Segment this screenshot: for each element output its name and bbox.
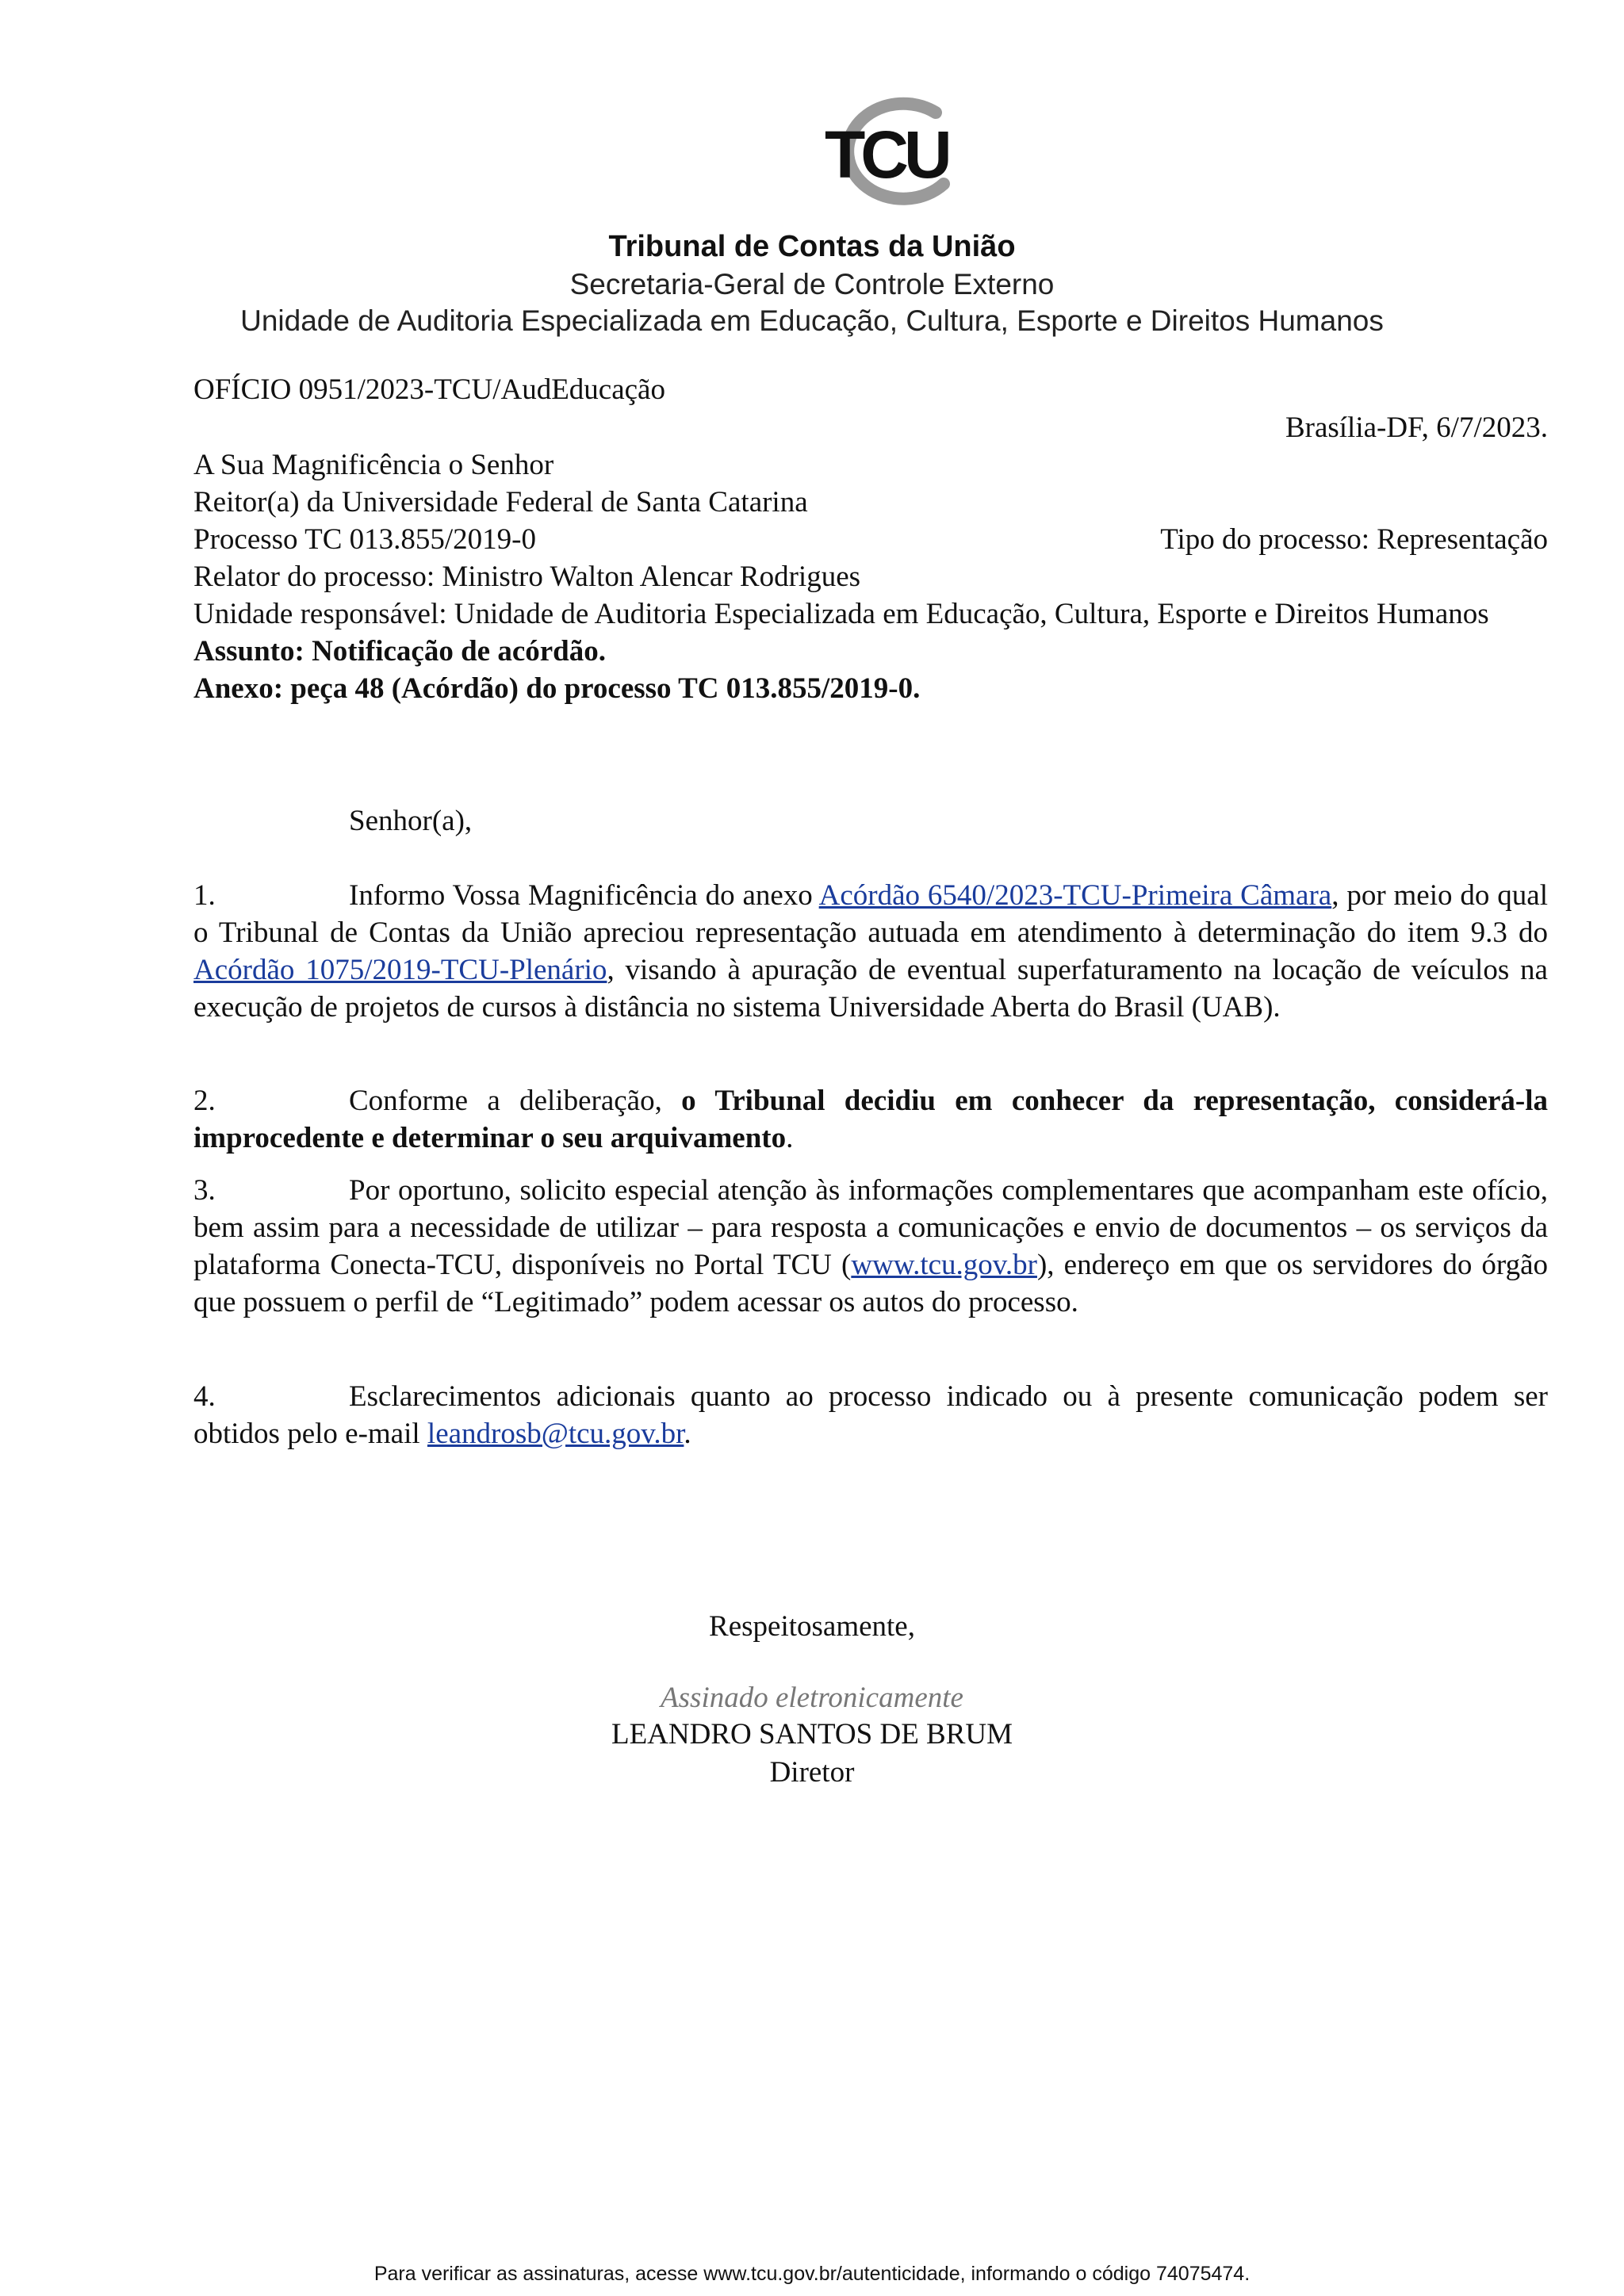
paragraph-bold-text: o Tribunal decidiu em conhecer da representação, considerá-la improcedente e determinar o seu arquivamento bbox=[193, 1085, 1548, 1154]
unidade-responsavel: Unidade responsável: Unidade de Auditoria Especializada em Educação, Cultura, Esporte e Direitos Humanos bbox=[193, 598, 1489, 630]
paragraph-4 bbox=[193, 1378, 1548, 1452]
paragraph-text: . bbox=[684, 1418, 691, 1450]
oficio-date: Brasília-DF, 6/7/2023. bbox=[1285, 411, 1548, 444]
paragraph-text: ), endereço em que os servidores do órgão que possuem o perfil de “Legitimado” podem acessar os autos do processo. bbox=[193, 1249, 1549, 1318]
paragraph-text: Esclarecimentos adicionais quanto ao processo indicado ou à presente comunicação podem ser obtidos pelo e-mail bbox=[193, 1380, 1548, 1450]
paragraph-text: . bbox=[786, 1122, 794, 1154]
recipient-line1: A Sua Magnificência o Senhor bbox=[193, 449, 554, 481]
acordao-6540-link[interactable]: Acórdão 6540/2023-TCU-Primeira Câmara bbox=[818, 879, 1332, 912]
oficio-number: OFÍCIO 0951/2023-TCU/AudEducação bbox=[193, 373, 665, 406]
assunto: Assunto: Notificação de acórdão. bbox=[193, 635, 607, 668]
salutation: Senhor(a), bbox=[349, 805, 473, 837]
recipient-line2: Reitor(a) da Universidade Federal de Santa Catarina bbox=[193, 486, 808, 519]
paragraph-text: Informo Vossa Magnificência do anexo bbox=[349, 879, 819, 912]
paragraph-2 bbox=[193, 1082, 1548, 1157]
verification-footer: Para verificar as assinaturas, acesse www.tcu.gov.br/autenticidade, informando o código 74075474. bbox=[373, 2263, 1251, 2285]
svg-text:TCU: TCU bbox=[825, 117, 948, 192]
paragraph-number: 2. bbox=[193, 1085, 216, 1117]
email-link[interactable]: leandrosb@tcu.gov.br bbox=[427, 1418, 684, 1450]
paragraph-text: Conforme a deliberação, bbox=[349, 1085, 682, 1117]
processo-tipo: Tipo do processo: Representação bbox=[1160, 523, 1548, 556]
paragraph-text: , por meio do qual o Tribunal de Contas da União apreciou representação autuada em atendimento à determinação do item 9.3 do bbox=[193, 879, 1548, 949]
paragraph-number: 4. bbox=[193, 1380, 216, 1413]
tcu-logo bbox=[817, 89, 959, 216]
acordao-1075-link[interactable]: Acórdão 1075/2019-TCU-Plenário bbox=[193, 954, 607, 986]
paragraph-number: 3. bbox=[193, 1174, 216, 1207]
tcu-portal-link[interactable]: www.tcu.gov.br bbox=[851, 1249, 1037, 1281]
processo-number: Processo TC 013.855/2019-0 bbox=[193, 523, 537, 556]
paragraph-text: Por oportuno, solicito especial atenção às informações complementares que acompanham este ofício, bem assim para a necessidade de utilizar – para resposta a comunicações e envio de documentos – os serviços da plataforma Conecta-TCU, disponíveis no Portal TCU ( bbox=[193, 1174, 1548, 1281]
unidade-header: Unidade de Auditoria Especializada em Educação, Cultura, Esporte e Direitos Humanos bbox=[240, 304, 1384, 337]
paragraph-1 bbox=[193, 877, 1548, 1026]
processo-row bbox=[193, 521, 1548, 558]
secretaria: Secretaria-Geral de Controle Externo bbox=[569, 268, 1055, 300]
org-name: Tribunal de Contas da União bbox=[608, 230, 1016, 263]
signer-role: Diretor bbox=[769, 1756, 855, 1789]
relator: Relator do processo: Ministro Walton Alencar Rodrigues bbox=[193, 561, 861, 593]
signer-name: LEANDRO SANTOS DE BRUM bbox=[611, 1718, 1013, 1751]
paragraph-text: , visando à apuração de eventual superfaturamento na locação de veículos na execução de projetos de cursos à distância no sistema Universidade Aberta do Brasil (UAB). bbox=[193, 954, 1548, 1024]
closing: Respeitosamente, bbox=[709, 1610, 915, 1643]
paragraph-3 bbox=[193, 1172, 1548, 1321]
signed-electronically: Assinado eletronicamente bbox=[661, 1682, 963, 1714]
recipient-block bbox=[193, 446, 1548, 707]
paragraph-number: 1. bbox=[193, 879, 216, 912]
anexo: Anexo: peça 48 (Acórdão) do processo TC 013.855/2019-0. bbox=[193, 672, 921, 705]
